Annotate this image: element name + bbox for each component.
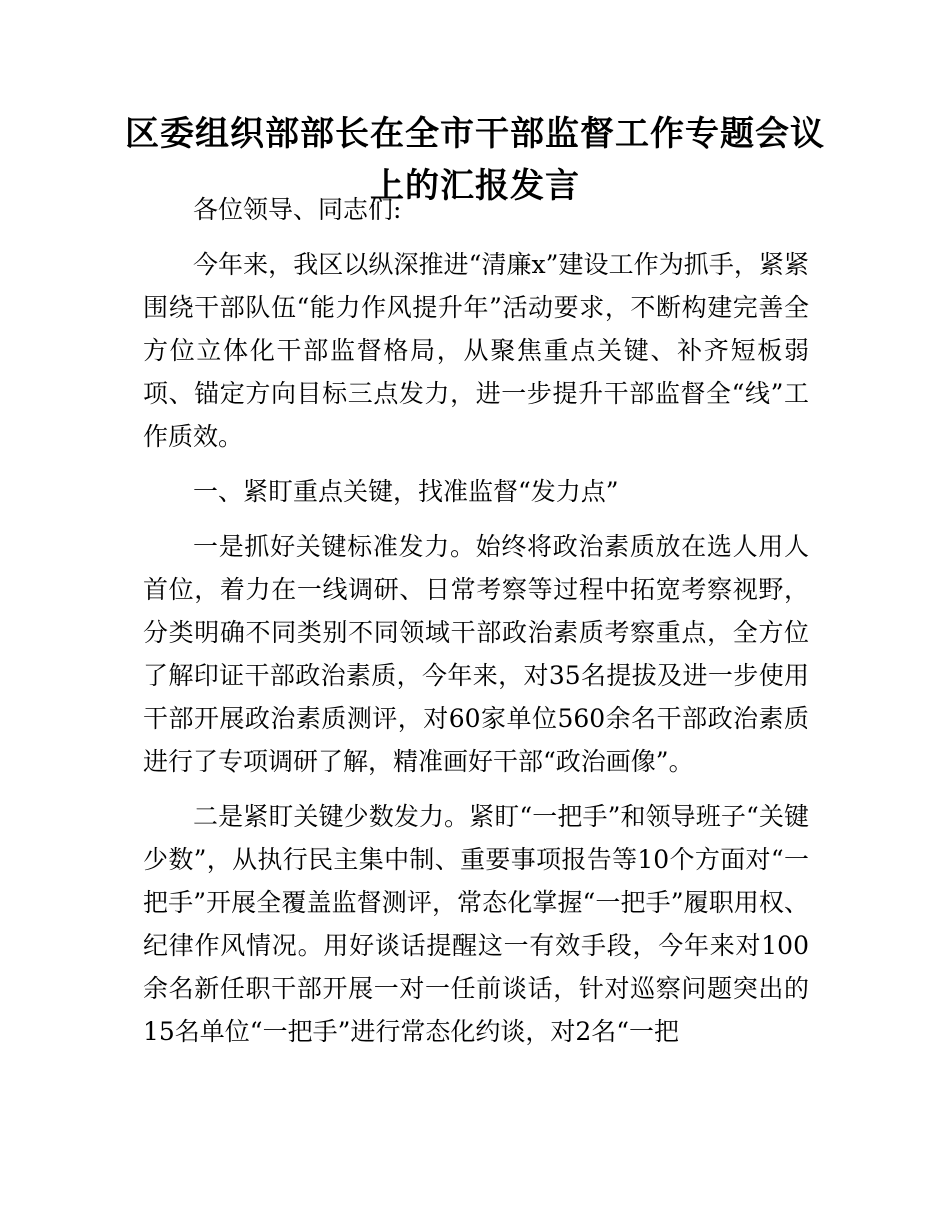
document-body: [143, 188, 809, 1065]
section-heading-1: 一、紧盯重点关键，找准监督“发力点”: [193, 477, 619, 506]
paragraph-intro: 今年来，我区以纵深推进“清廉x”建设工作为抓手，紧紧围绕干部队伍“能力作风提升年”活动要求，不断构建完善全方位立体化干部监督格局，从聚焦重点关键、补齐短板弱项、锚定方向目标三点发力，进一步提升干部监督全“线”工作质效。: [143, 250, 809, 451]
salutation: 各位领导、同志们:: [193, 195, 402, 224]
paragraph-point-1: 一是抓好关键标准发力。始终将政治素质放在选人用人首位，着力在一线调研、日常考察等过程中拓宽考察视野，分类明确不同类别不同领域干部政治素质考察重点，全方位了解印证干部政治素质，今年来，对35名提拔及进一步使用干部开展政治素质测评，对60家单位560余名干部政治素质进行了专项调研了解，精准画好干部“政治画像”。: [143, 532, 809, 776]
paragraph-point-2: 二是紧盯关键少数发力。紧盯“一把手”和领导班子“关键少数”，从执行民主集中制、重要事项报告等10个方面对“一把手”开展全覆盖监督测评，常态化掌握“一把手”履职用权、纪律作风情况。用好谈话提醒这一有效手段，今年来对100余名新任职干部开展一对一任前谈话，针对巡察问题突出的15名单位“一把手”进行常态化约谈，对2名“一把: [143, 802, 809, 1046]
title-line-2: 上的汇报发言: [370, 166, 580, 206]
title-line-1: 区委组织部部长在全市干部监督工作专题会议: [125, 114, 825, 154]
